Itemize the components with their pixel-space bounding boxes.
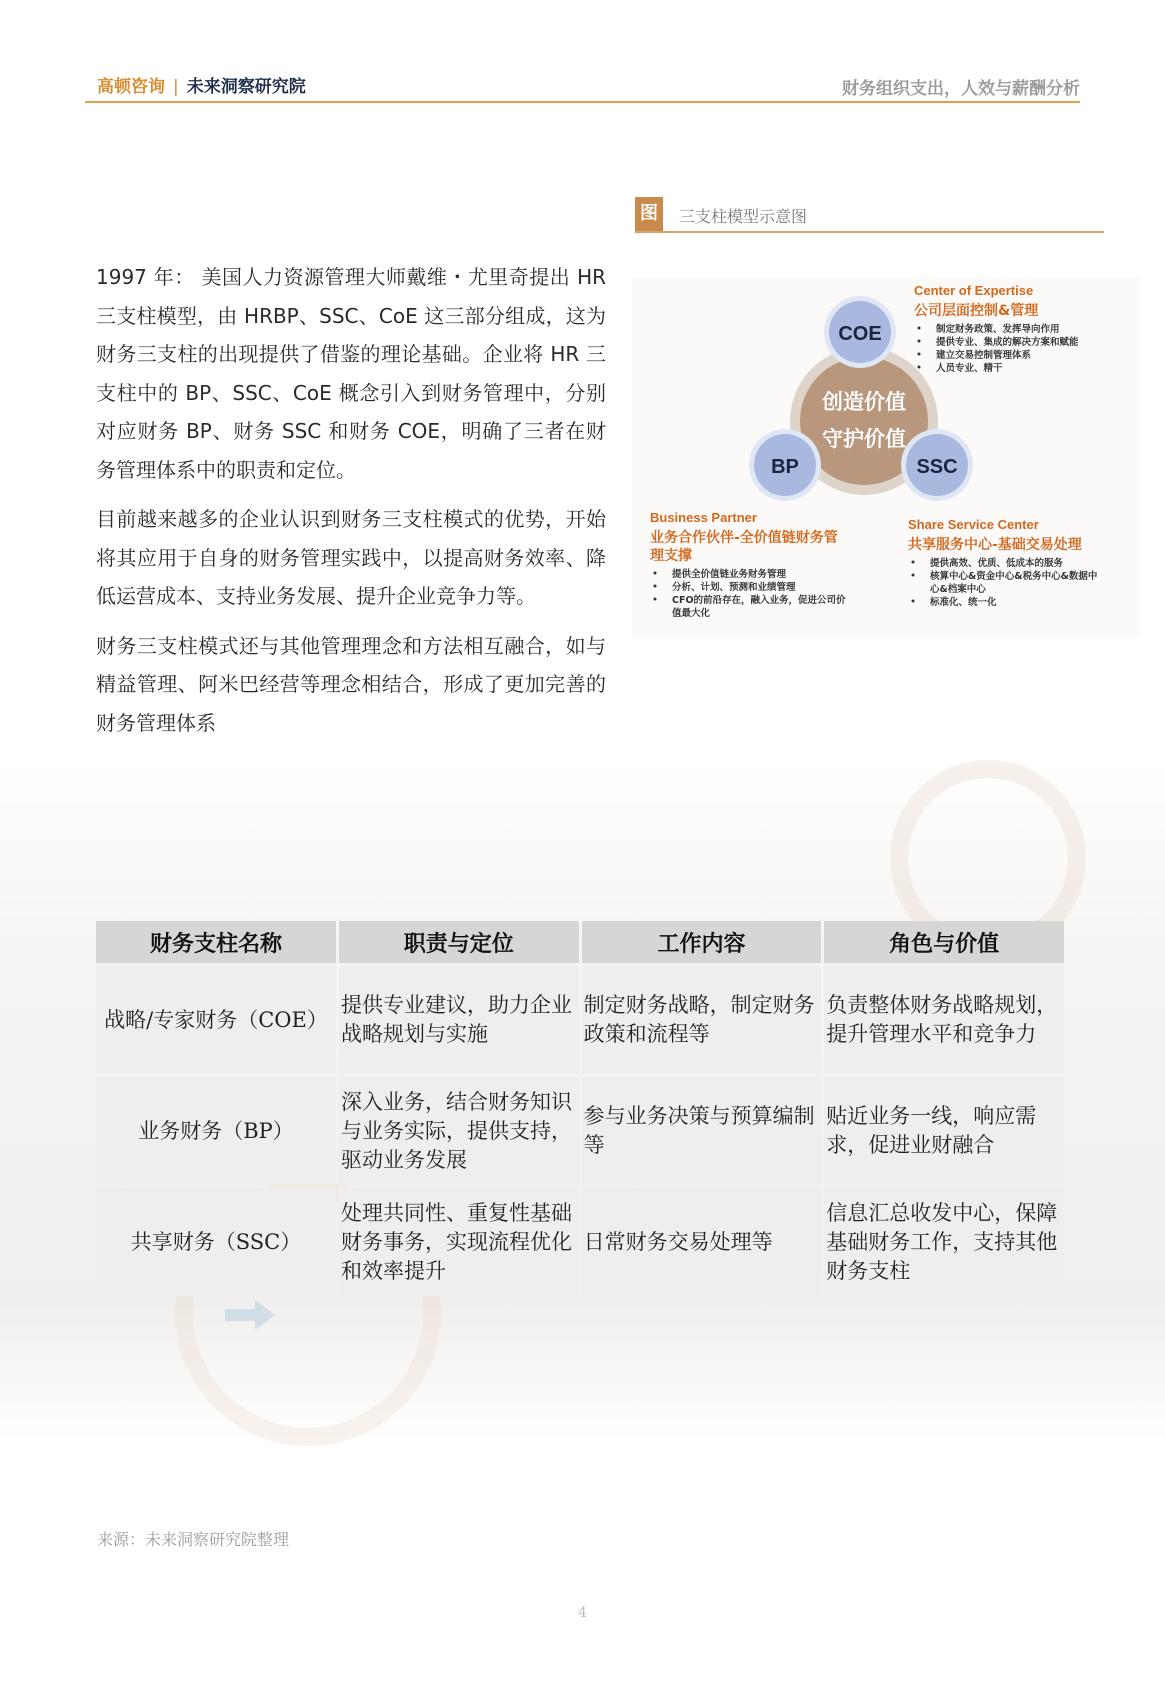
coe-english: Center of Expertise [914,283,1034,298]
center-text-1: 创造价值 [822,390,906,414]
brand-name: 高顿咨询 [97,77,165,97]
ssc-node-label: SSC [916,456,958,478]
pillar-comparison-table [93,918,1067,1299]
table-cell: 贴近业务一线，响应需求，促进业财融合 [824,1077,1064,1185]
coe-bullet-dot [918,366,921,369]
coe-bullet-dot [918,353,921,356]
bp-english: Business Partner [650,510,757,525]
ssc-bullet-continued: 心&档案中心 [930,584,986,595]
table-cell: 参与业务决策与预算编制等 [582,1077,822,1185]
source-note: 来源：未来洞察研究院整理 [97,1530,290,1549]
table-cell: 深入业务，结合财务知识与业务实际，提供支持，驱动业务发展 [339,1077,579,1185]
report-title: 财务组织支出，人效与薪酬分析 [842,79,1080,99]
header-pillar-name: 财务支柱名称 [96,921,336,963]
table-cell: 负责整体财务战略规划，提升管理水平和竞争力 [824,966,1064,1074]
bp-heading-line-2: 理支撑 [650,548,692,564]
coe-bullet: 制定财务政策、发挥导向作用 [936,324,1060,335]
page-number: 4 [578,1605,587,1621]
header-work-content: 工作内容 [582,921,822,963]
table-row [96,966,1064,1074]
coe-node-label: COE [838,323,882,345]
bp-bullet: CFO的前沿存在，融入业务，促进公司价 [672,595,846,606]
table-cell: 日常财务交易处理等 [582,1188,822,1296]
figure-title: 三支柱模型示意图 [679,207,808,226]
bp-bullet-dot [654,598,657,601]
bp-bullet-dot [654,572,657,575]
institute-name: 未来洞察研究院 [186,77,306,97]
paragraph-1: 1997 年： 美国人力资源管理大师戴维・尤里奇提出 HR 三支柱模型，由 HRBP、SSC、CoE 这三部分组成，这为财务三支柱的出现提供了借鉴的理论基础。企业将 HR 三支柱中的 BP、SSC、CoE 概念引入到财务管理中，分别对应财务 BP、财务 SSC 和财务 COE，明确了三者在财务管理体系中的职责和定位。 [96,265,606,482]
bp-bullet: 分析、计划、预测和业绩管理 [672,582,796,593]
bp-bullet-dot [654,585,657,588]
header-brand-block [97,72,306,97]
figure-caption [635,197,1104,233]
header-separator: | [173,77,179,97]
bp-bullet: 提供全价值链业务财务管理 [672,569,787,580]
table-row [96,1188,1064,1296]
ssc-bullet: 核算中心&资金中心&税务中心&数据中 [930,571,1098,582]
bp-heading-line-1: 业务合作伙伴-全价值链财务管 [650,530,838,546]
ssc-bullet: 标准化、统一化 [930,597,997,608]
bp-node-label: BP [771,456,799,478]
table-cell: 战略/专家财务（COE） [96,966,336,1074]
center-text-2: 守护价值 [822,427,906,451]
header-responsibility: 职责与定位 [339,921,579,963]
figure-tag: 图 [635,197,663,231]
table-row [96,1077,1064,1185]
coe-bullet-dot [918,340,921,343]
table-cell: 共享财务（SSC） [96,1188,336,1296]
coe-bullet: 人员专业、精干 [936,363,1003,374]
table-cell: 业务财务（BP） [96,1077,336,1185]
table-cell: 信息汇总收发中心，保障基础财务工作，支持其他财务支柱 [824,1188,1064,1296]
ssc-bullet-dot [912,600,915,603]
body-text [96,258,606,753]
coe-bullet-dot [918,327,921,330]
header-role-value: 角色与价值 [824,921,1064,963]
coe-bullet: 建立交易控制管理体系 [936,350,1032,361]
table-cell: 处理共同性、重复性基础财务事务，实现流程优化和效率提升 [339,1188,579,1296]
paragraph-3: 财务三支柱模式还与其他管理理念和方法相互融合，如与精益管理、阿米巴经营等理念相结合，形成了更加完善的财务管理体系 [96,633,606,735]
table-header-row [96,921,1064,963]
table-cell: 提供专业建议，助力企业战略规划与实施 [339,966,579,1074]
ssc-bullet-dot [912,561,915,564]
ssc-bullet: 提供高效、优质、低成本的服务 [930,558,1064,569]
ssc-heading: 共享服务中心-基础交易处理 [908,537,1082,553]
three-pillar-diagram [632,277,1140,637]
ssc-english: Share Service Center [908,517,1039,532]
table-cell: 制定财务战略，制定财务政策和流程等 [582,966,822,1074]
coe-bullet: 提供专业、集成的解决方案和赋能 [936,337,1079,348]
ssc-bullet-dot [912,574,915,577]
header-divider [85,101,1080,103]
coe-heading: 公司层面控制&管理 [914,303,1039,319]
paragraph-2: 目前越来越多的企业认识到财务三支柱模式的优势，开始将其应用于自身的财务管理实践中，以提高财务效率、降低运营成本、支持业务发展、提升企业竞争力等。 [96,507,606,608]
bp-bullet-continued: 值最大化 [672,608,711,619]
